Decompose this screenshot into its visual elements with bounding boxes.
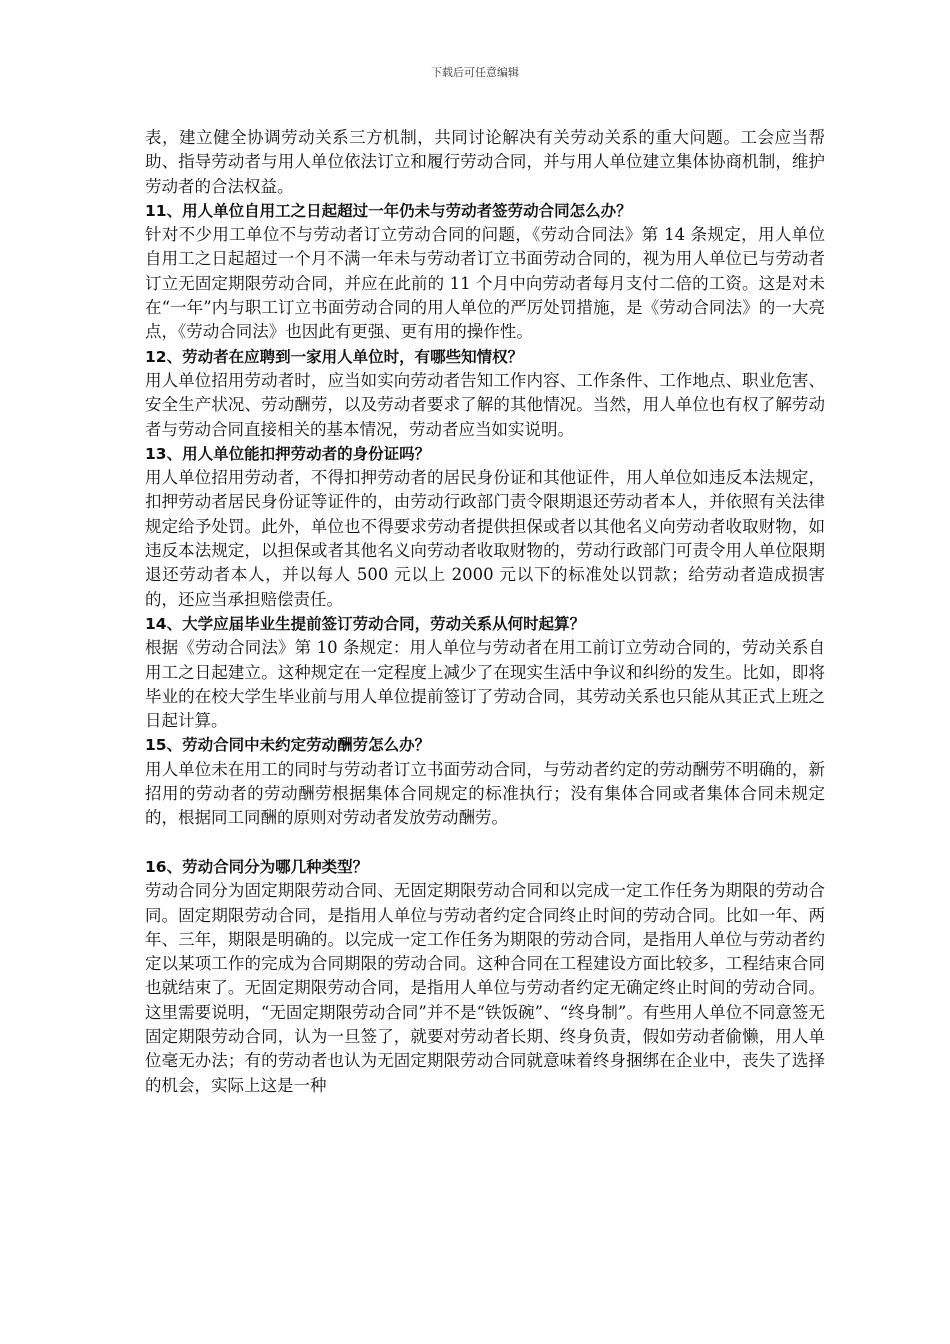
section-11-heading: 11、用人单位自用工之日起超过一年仍未与劳动者签劳动合同怎么办？ xyxy=(145,201,632,220)
section-14-heading: 14、大学应届毕业生提前签订劳动合同，劳动关系从何时起算？ xyxy=(145,614,586,633)
intro-paragraph: 表，建立健全协调劳动关系三方机制，共同讨论解决有关劳动关系的重大问题。工会应当帮助、指导劳动者与用人单位依法订立和履行劳动合同，并与用人单位建立集体协商机制，维护劳动者的合法权益。 xyxy=(145,128,825,196)
page-header: 下载后可任意编辑 xyxy=(431,66,519,79)
section-14-body: 根据《劳动合同法》第 10 条规定：用人单位与劳动者在用工前订立劳动合同的，劳动关系自用工之日起建立。这种规定在一定程度上减少了在现实生活中争议和纠纷的发生。比如，即将毕业的在校大学生毕业前与用人单位提前签订了劳动合同，其劳动关系也只能从其正式上班之日起计算。 xyxy=(145,638,825,731)
section-13-body: 用人单位招用劳动者，不得扣押劳动者的居民身份证和其他证件，用人单位如违反本法规定，扣押劳动者居民身份证等证件的，由劳动行政部门责令限期退还劳动者本人，并依照有关法律规定给予处罚。此外，单位也不得要求劳动者提供担保或者以其他名义向劳动者收取财物，如违反本法规定，以担保或者其他名义向劳动者收取财物的，劳动行政部门可责令用人单位限期退还劳动者本人，并以每人 500 元以上 2000 元以下的标准处以罚款；给劳动者造成损害的，还应当承担赔偿责任。 xyxy=(145,468,825,609)
section-15-heading: 15、劳动合同中未约定劳动酬劳怎么办？ xyxy=(145,736,431,755)
section-16-body: 劳动合同分为固定期限劳动合同、无固定期限劳动合同和以完成一定工作任务为期限的劳动合同。固定期限劳动合同，是指用人单位与劳动者约定合同终止时间的劳动合同。比如一年、两年、三年，期限是明确的。以完成一定工作任务为期限的劳动合同，是指用人单位与劳动者约定以某项工作的完成为合同期限的劳动合同。这种合同在工程建设方面比较多，工程结束合同也就结束了。无固定期限劳动合同，是指用人单位与劳动者约定无确定终止时间的劳动合同。这里需要说明，“无固定期限劳动合同”并不是“铁饭碗”、“终身制”。有些用人单位不同意签无固定期限劳动合同，认为一旦签了，就要对劳动者长期、终身负责，假如劳动者偷懒，用人单位毫无办法；有的劳动者也认为无固定期限劳动合同就意味着终身捆绑在企业中，丧失了选择的机会，实际上这是一种 xyxy=(145,881,825,1095)
section-13-heading: 13、用人单位能扣押劳动者的身份证吗？ xyxy=(145,444,431,463)
section-12-body: 用人单位招用劳动者时，应当如实向劳动者告知工作内容、工作条件、工作地点、职业危害、安全生产状况、劳动酬劳，以及劳动者要求了解的其他情况。当然，用人单位也有权了解劳动者与劳动合同直接相关的基本情况，劳动者应当如实说明。 xyxy=(145,370,825,439)
section-12-heading: 12、劳动者在应聘到一家用人单位时，有哪些知情权？ xyxy=(145,347,524,366)
section-15-body: 用人单位未在用工的同时与劳动者订立书面劳动合同，与劳动者约定的劳动酬劳不明确的，新招用的劳动者的劳动酬劳根据集体合同规定的标准执行；没有集体合同或者集体合同未规定的，根据同工同酬的原则对劳动者发放劳动酬劳。 xyxy=(145,759,825,828)
document-body xyxy=(145,126,825,1098)
section-16-heading: 16、劳动合同分为哪几种类型？ xyxy=(145,857,369,876)
section-11-body: 针对不少用工单位不与劳动者订立劳动合同的问题，《劳动合同法》第 14 条规定，用人单位自用工之日起超过一个月不满一年未与劳动者订立书面劳动合同的，视为用人单位已与劳动者订立无固定期限劳动合同，并应在此前的 11 个月中向劳动者每月支付二倍的工资。这是对未在“一年”内与职工订立书面劳动合同的用人单位的严厉处罚措施，是《劳动合同法》的一大亮点，《劳动合同法》也因此有更强、更有用的操作性。 xyxy=(145,225,825,342)
